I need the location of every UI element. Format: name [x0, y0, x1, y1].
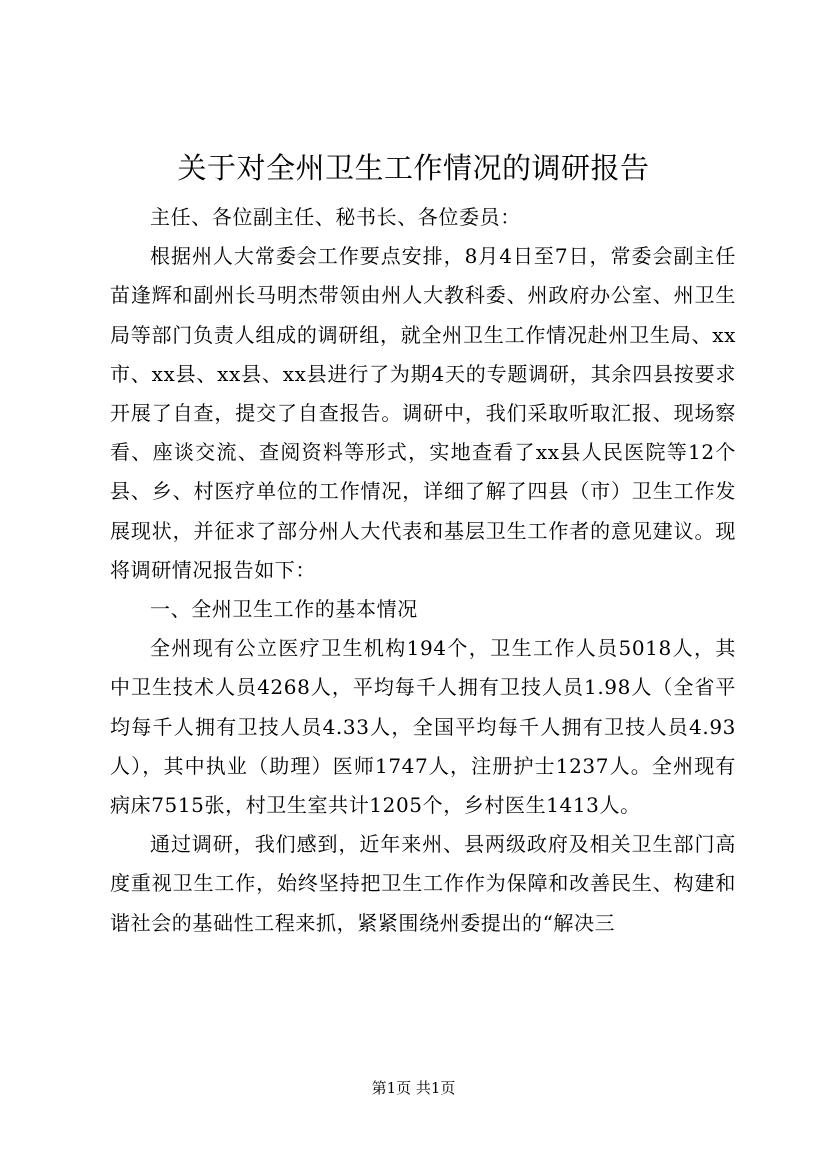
- section-heading: 一、全州卫生工作的基本情况: [150, 597, 418, 622]
- statistics-paragraph: 全州现有公立医疗卫生机构194个，卫生工作人员5018人，其中卫生技术人员4268人，平均每千人拥有卫技人员1.98人（全省平均每千人拥有卫技人员4.33人，全国平均每千人拥有卫技人员4.93人），其中执业（助理）医师1747人，注册护士1237人。全州现有病床7515张，村卫生室共计1205个，乡村医生1413人。: [110, 636, 736, 818]
- page-number-footer: 第1页 共1页: [371, 1079, 456, 1097]
- findings-paragraph: 通过调研，我们感到，近年来州、县两级政府及相关卫生部门高度重视卫生工作，始终坚持把卫生工作作为保障和改善民生、构建和谐社会的基础性工程来抓，紧紧围绕州委提出的“解决三: [110, 832, 736, 935]
- document-title: 关于对全州卫生工作情况的调研报告: [177, 151, 650, 185]
- salutation-paragraph: 主任、各位副主任、秘书长、各位委员：: [150, 205, 521, 229]
- intro-paragraph: 根据州人大常委会工作要点安排，8月4日至7日，常委会副主任苗逢辉和副州长马明杰带领由州人大教科委、州政府办公室、州卫生局等部门负责人组成的调研组，就全州卫生工作情况赴州卫生局、xx市、xx县、xx县、xx县进行了为期4天的专题调研，其余四县按要求开展了自查，提交了自查报告。调研中，我们采取听取汇报、现场察看、座谈交流、查阅资料等形式，实地查看了xx县人民医院等12个县、乡、村医疗单位的工作情况，详细了解了四县（市）卫生工作发展现状，并征求了部分州人大代表和基层卫生工作者的意见建议。现将调研情况报告如下：: [110, 244, 736, 582]
- document-body: [110, 198, 736, 943]
